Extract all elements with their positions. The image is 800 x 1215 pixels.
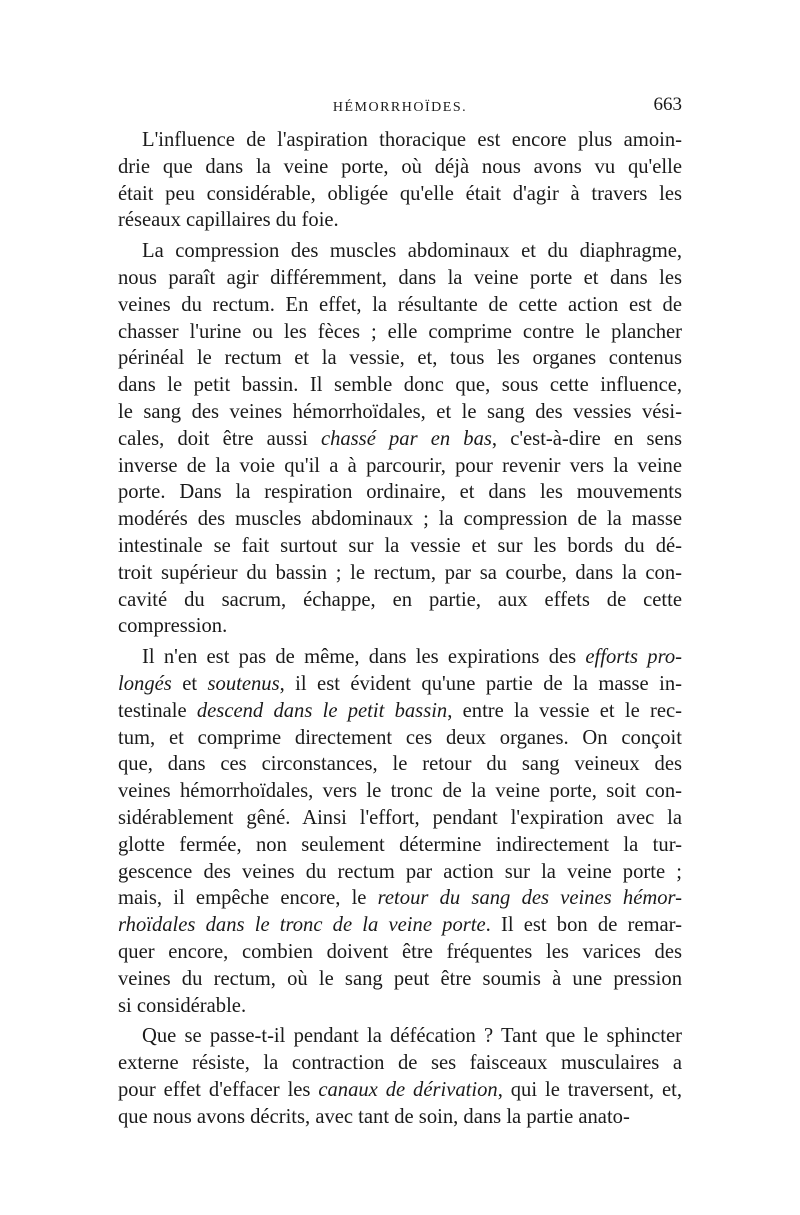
text-run: modérés des muscles abdominaux ; la compression de la masse <box>118 508 682 531</box>
italic-text: chassé par en bas <box>320 427 492 450</box>
text-run: dans le petit bassin. Il semble donc que, sous cette influence, <box>118 374 682 397</box>
text-line <box>118 778 682 805</box>
text-line <box>118 292 682 319</box>
text-line <box>118 426 682 453</box>
text-run: tum, et comprime directement ces deux organes. On conçoit <box>118 726 682 749</box>
page-number: 663 <box>653 94 682 115</box>
text-run: intestinale se fait surtout sur la vessie et sur les bords du dé- <box>118 534 682 557</box>
text-run: . Il est bon de remar- <box>485 914 682 937</box>
text-line <box>118 265 682 292</box>
italic-text: rhoïdales dans le tronc de la veine porte <box>118 914 486 937</box>
text-line <box>118 181 682 208</box>
text-line <box>118 993 682 1020</box>
text-run: glotte fermée, non seulement détermine indirectement la tur- <box>118 833 682 856</box>
page-header <box>118 94 682 120</box>
text-run: , qui le traversent, et, <box>497 1078 682 1101</box>
text-line <box>118 885 682 912</box>
text-line <box>118 698 682 725</box>
text-line <box>118 912 682 939</box>
text-run: que, dans ces circonstances, le retour du sang veineux des <box>118 753 682 776</box>
text-run: testinale <box>118 699 197 722</box>
text-line <box>118 966 682 993</box>
text-line <box>118 399 682 426</box>
text-run: compression. <box>118 615 228 638</box>
text-line <box>118 319 682 346</box>
paragraph <box>118 127 682 234</box>
text-line <box>118 154 682 181</box>
text-run: L'influence de l'aspiration thoracique est encore plus amoin- <box>142 129 682 151</box>
text-line <box>118 587 682 614</box>
text-run: , il est évident qu'une partie de la masse in- <box>279 672 682 695</box>
text-line <box>118 1023 682 1050</box>
italic-text: retour du sang des veines hémor- <box>377 887 682 910</box>
paragraph <box>118 238 682 640</box>
text-run: quer encore, combien doivent être fréquentes les varices des <box>118 940 682 963</box>
text-line <box>118 644 682 671</box>
text-run: veines du rectum. En effet, la résultante de cette action est de <box>118 293 682 316</box>
text-run: réseaux capillaires du foie. <box>118 209 339 232</box>
text-run: cavité du sacrum, échappe, en partie, aux effets de cette <box>118 588 682 611</box>
italic-text: efforts pro- <box>585 646 682 669</box>
text-run: nous paraît agir différemment, dans la veine porte et dans les <box>118 266 682 289</box>
text-run: , entre la vessie et le rec- <box>447 699 682 722</box>
text-run: inverse de la voie qu'il a à parcourir, pour revenir vers la veine <box>118 454 682 477</box>
text-run: cales, doit être aussi <box>118 427 321 450</box>
text-run: périnéal le rectum et la vessie, et, tous les organes contenus <box>118 347 682 370</box>
text-run: chasser l'urine ou les fèces ; elle comprime contre le plancher <box>118 320 682 343</box>
text-line <box>118 506 682 533</box>
body-text <box>118 127 682 1134</box>
text-run: et <box>171 672 208 695</box>
text-run: drie que dans la veine porte, où déjà nous avons vu qu'elle <box>118 155 682 178</box>
text-line <box>118 725 682 752</box>
text-run: que nous avons décrits, avec tant de soin, dans la partie anato- <box>118 1105 630 1128</box>
text-run: Que se passe-t-il pendant la défécation ? Tant que le sphincter <box>142 1025 682 1048</box>
paragraph <box>118 644 682 1019</box>
paragraph <box>118 1023 682 1130</box>
text-line <box>118 207 682 234</box>
text-line <box>118 751 682 778</box>
text-line <box>118 533 682 560</box>
text-run: veines hémorrhoïdales, vers le tronc de la veine porte, soit con- <box>118 780 682 803</box>
text-line <box>118 939 682 966</box>
text-line <box>118 345 682 372</box>
text-line <box>118 613 682 640</box>
text-line <box>118 805 682 832</box>
text-run: mais, il empêche encore, le <box>118 887 378 910</box>
text-run: sidérablement gêné. Ainsi l'effort, pendant l'expiration avec la <box>118 806 682 829</box>
italic-text: longés <box>118 672 172 695</box>
text-run: troit supérieur du bassin ; le rectum, par sa courbe, dans la con- <box>118 561 682 584</box>
text-line <box>118 1077 682 1104</box>
text-run: externe résiste, la contraction de ses faisceaux musculaires a <box>118 1052 682 1075</box>
text-line <box>118 127 682 154</box>
text-line <box>118 479 682 506</box>
text-line <box>118 453 682 480</box>
text-line <box>118 859 682 886</box>
text-run: si considérable. <box>118 994 247 1017</box>
text-run: , c'est-à-dire en sens <box>491 427 682 450</box>
text-run: porte. Dans la respiration ordinaire, et dans les mouvements <box>118 481 682 504</box>
text-line <box>118 832 682 859</box>
text-line <box>118 1050 682 1077</box>
italic-text: descend dans le petit bassin <box>196 699 448 722</box>
text-run: était peu considérable, obligée qu'elle était d'agir à travers les <box>118 182 682 205</box>
text-run: veines du rectum, où le sang peut être soumis à une pression <box>118 967 682 990</box>
text-run: Il n'en est pas de même, dans les expirations des <box>142 646 586 669</box>
text-run: gescence des veines du rectum par action sur la veine porte ; <box>118 860 682 883</box>
text-run: La compression des muscles abdominaux et du diaphragme, <box>142 240 682 263</box>
text-run: le sang des veines hémorrhoïdales, et le sang des vessies vési- <box>118 400 682 423</box>
text-line <box>118 560 682 587</box>
text-run: pour effet d'effacer les <box>118 1078 319 1101</box>
text-line <box>118 1104 682 1131</box>
italic-text: soutenus <box>207 672 280 695</box>
text-line <box>118 671 682 698</box>
running-title: HÉMORRHOÏDES. <box>332 100 468 115</box>
text-line <box>118 238 682 265</box>
italic-text: canaux de dérivation <box>318 1078 498 1101</box>
text-line <box>118 372 682 399</box>
